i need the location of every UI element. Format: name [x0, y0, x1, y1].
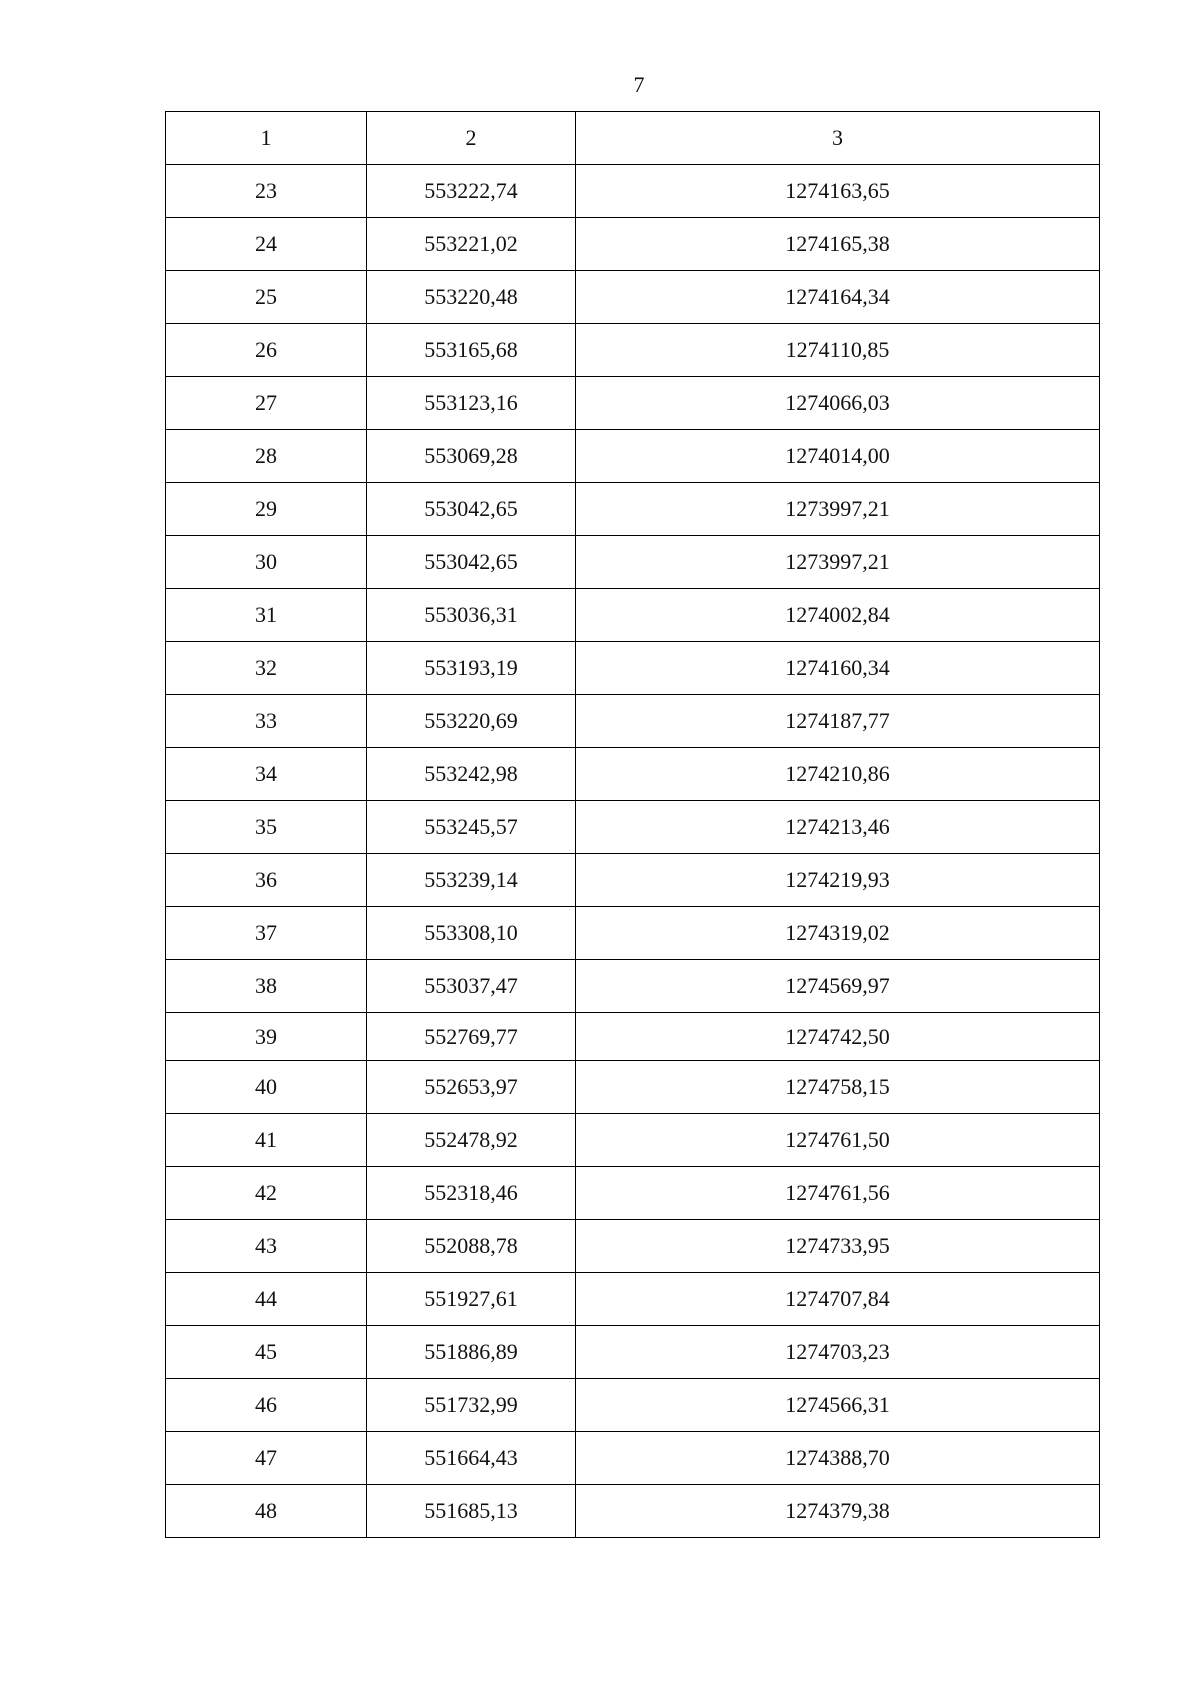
y-coordinate-cell: 1274319,02	[576, 907, 1100, 960]
x-coordinate-cell: 553042,65	[367, 536, 576, 589]
y-coordinate-cell: 1274219,93	[576, 854, 1100, 907]
x-coordinate-cell: 553036,31	[367, 589, 576, 642]
table-row	[166, 589, 1100, 642]
point-number-cell: 26	[166, 324, 367, 377]
table-row	[166, 1167, 1100, 1220]
x-coordinate-cell: 553245,57	[367, 801, 576, 854]
x-coordinate-cell: 551927,61	[367, 1273, 576, 1326]
table-row	[166, 1273, 1100, 1326]
point-number-cell: 23	[166, 165, 367, 218]
y-coordinate-cell: 1274187,77	[576, 695, 1100, 748]
table-row	[166, 695, 1100, 748]
y-coordinate-cell: 1274110,85	[576, 324, 1100, 377]
x-coordinate-cell: 553037,47	[367, 960, 576, 1013]
x-coordinate-cell: 553193,19	[367, 642, 576, 695]
point-number-cell: 30	[166, 536, 367, 589]
point-number-cell: 41	[166, 1114, 367, 1167]
y-coordinate-cell: 1274707,84	[576, 1273, 1100, 1326]
point-number-cell: 44	[166, 1273, 367, 1326]
x-coordinate-cell: 552653,97	[367, 1061, 576, 1114]
point-number-cell: 34	[166, 748, 367, 801]
table-row	[166, 907, 1100, 960]
table-row	[166, 1013, 1100, 1061]
y-coordinate-cell: 1274733,95	[576, 1220, 1100, 1273]
table-row	[166, 1114, 1100, 1167]
x-coordinate-cell: 553220,48	[367, 271, 576, 324]
y-coordinate-cell: 1274210,86	[576, 748, 1100, 801]
y-coordinate-cell: 1274761,56	[576, 1167, 1100, 1220]
y-coordinate-cell: 1274761,50	[576, 1114, 1100, 1167]
y-coordinate-cell: 1274066,03	[576, 377, 1100, 430]
table-row	[166, 1220, 1100, 1273]
point-number-cell: 47	[166, 1432, 367, 1485]
table-row	[166, 960, 1100, 1013]
table-row	[166, 1326, 1100, 1379]
y-coordinate-cell: 1274213,46	[576, 801, 1100, 854]
y-coordinate-cell: 1274002,84	[576, 589, 1100, 642]
point-number-cell: 25	[166, 271, 367, 324]
column-header-2: 2	[367, 112, 576, 165]
y-coordinate-cell: 1274165,38	[576, 218, 1100, 271]
table-row	[166, 165, 1100, 218]
table-row	[166, 1061, 1100, 1114]
y-coordinate-cell: 1274160,34	[576, 642, 1100, 695]
x-coordinate-cell: 551685,13	[367, 1485, 576, 1538]
table-row	[166, 218, 1100, 271]
y-coordinate-cell: 1274014,00	[576, 430, 1100, 483]
x-coordinate-cell: 553221,02	[367, 218, 576, 271]
x-coordinate-cell: 551664,43	[367, 1432, 576, 1485]
point-number-cell: 35	[166, 801, 367, 854]
x-coordinate-cell: 553165,68	[367, 324, 576, 377]
table-row	[166, 748, 1100, 801]
x-coordinate-cell: 553042,65	[367, 483, 576, 536]
x-coordinate-cell: 551732,99	[367, 1379, 576, 1432]
y-coordinate-cell: 1274703,23	[576, 1326, 1100, 1379]
x-coordinate-cell: 553069,28	[367, 430, 576, 483]
y-coordinate-cell: 1274566,31	[576, 1379, 1100, 1432]
point-number-cell: 36	[166, 854, 367, 907]
point-number-cell: 46	[166, 1379, 367, 1432]
y-coordinate-cell: 1274569,97	[576, 960, 1100, 1013]
y-coordinate-cell: 1274163,65	[576, 165, 1100, 218]
point-number-cell: 27	[166, 377, 367, 430]
point-number-cell: 29	[166, 483, 367, 536]
table-row	[166, 324, 1100, 377]
point-number-cell: 42	[166, 1167, 367, 1220]
point-number-cell: 32	[166, 642, 367, 695]
y-coordinate-cell: 1273997,21	[576, 483, 1100, 536]
table-row	[166, 854, 1100, 907]
table-row	[166, 377, 1100, 430]
point-number-cell: 31	[166, 589, 367, 642]
point-number-cell: 39	[166, 1013, 367, 1061]
y-coordinate-cell: 1273997,21	[576, 536, 1100, 589]
table-row	[166, 483, 1100, 536]
x-coordinate-cell: 551886,89	[367, 1326, 576, 1379]
x-coordinate-cell: 553308,10	[367, 907, 576, 960]
x-coordinate-cell: 553123,16	[367, 377, 576, 430]
y-coordinate-cell: 1274742,50	[576, 1013, 1100, 1061]
x-coordinate-cell: 552478,92	[367, 1114, 576, 1167]
x-coordinate-cell: 553242,98	[367, 748, 576, 801]
table-row	[166, 536, 1100, 589]
page-number: 7	[633, 72, 645, 97]
x-coordinate-cell: 553220,69	[367, 695, 576, 748]
x-coordinate-cell: 552769,77	[367, 1013, 576, 1061]
column-header-3: 3	[576, 112, 1100, 165]
column-header-1: 1	[166, 112, 367, 165]
table-row	[166, 642, 1100, 695]
point-number-cell: 48	[166, 1485, 367, 1538]
point-number-cell: 40	[166, 1061, 367, 1114]
x-coordinate-cell: 552088,78	[367, 1220, 576, 1273]
point-number-cell: 37	[166, 907, 367, 960]
point-number-cell: 43	[166, 1220, 367, 1273]
x-coordinate-cell: 553222,74	[367, 165, 576, 218]
point-number-cell: 38	[166, 960, 367, 1013]
y-coordinate-cell: 1274164,34	[576, 271, 1100, 324]
point-number-cell: 45	[166, 1326, 367, 1379]
coordinates-table-body	[166, 112, 1100, 1538]
table-row	[166, 430, 1100, 483]
table-row	[166, 271, 1100, 324]
table-row	[166, 1485, 1100, 1538]
y-coordinate-cell: 1274379,38	[576, 1485, 1100, 1538]
table-header-row	[166, 112, 1100, 165]
point-number-cell: 24	[166, 218, 367, 271]
point-number-cell: 33	[166, 695, 367, 748]
table-row	[166, 1379, 1100, 1432]
x-coordinate-cell: 553239,14	[367, 854, 576, 907]
y-coordinate-cell: 1274388,70	[576, 1432, 1100, 1485]
x-coordinate-cell: 552318,46	[367, 1167, 576, 1220]
table-row	[166, 801, 1100, 854]
coordinates-table	[165, 111, 1100, 1538]
point-number-cell: 28	[166, 430, 367, 483]
table-row	[166, 1432, 1100, 1485]
y-coordinate-cell: 1274758,15	[576, 1061, 1100, 1114]
